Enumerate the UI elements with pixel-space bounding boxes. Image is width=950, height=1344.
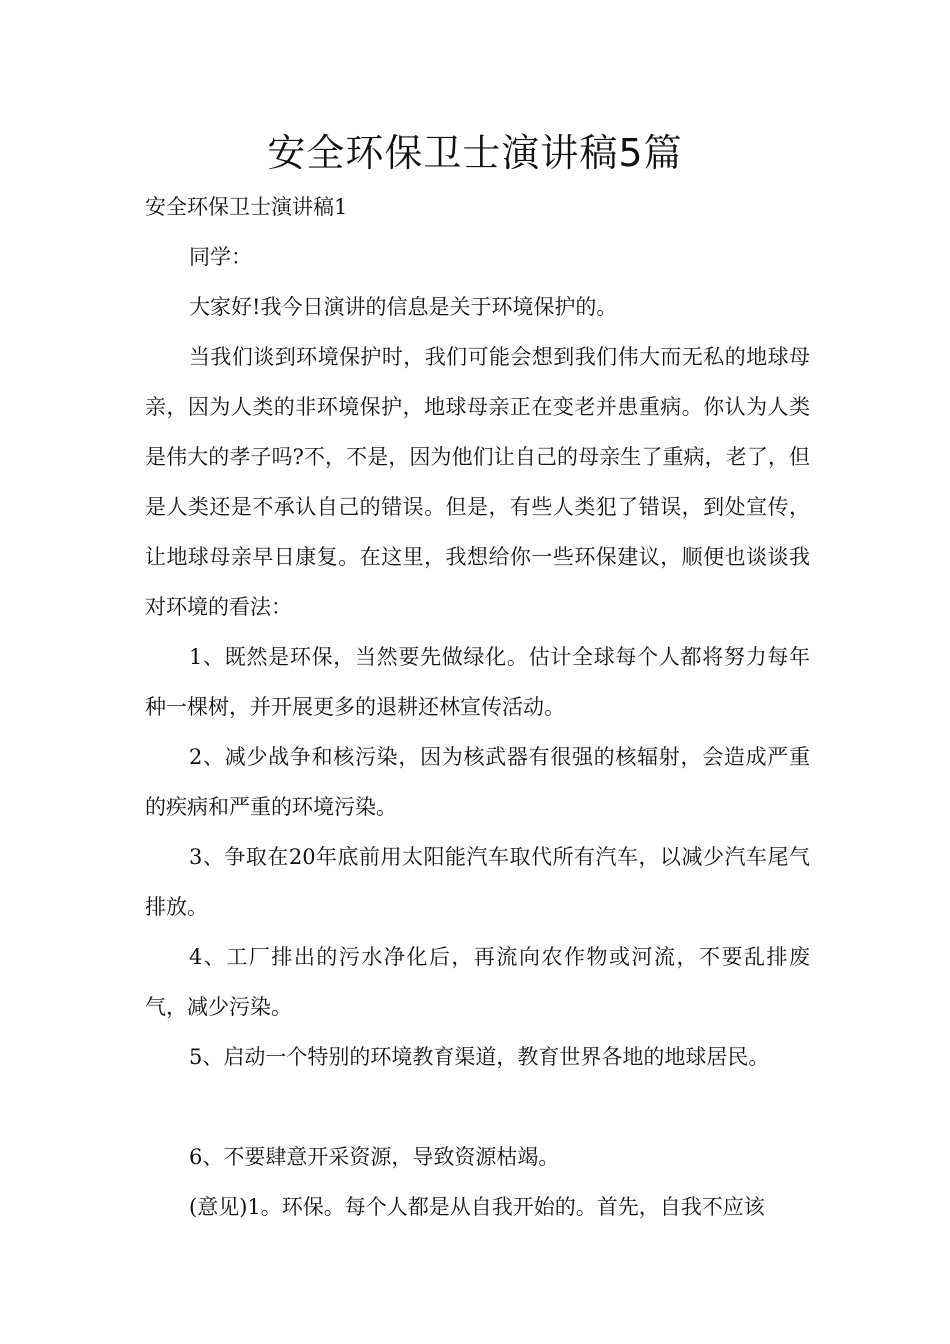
paragraph: 6、不要肆意开采资源，导致资源枯竭。 xyxy=(189,1145,560,1169)
paragraph: 同学： xyxy=(189,245,252,269)
paragraph: 2、减少战争和核污染，因为核武器有很强的核辐射，会造成严重的疾病和严重的环境污染。 xyxy=(145,745,810,819)
paragraph: 大家好!我今日演讲的信息是关于环境保护的。 xyxy=(189,295,618,319)
paragraph: 5、启动一个特别的环境教育渠道，教育世界各地的地球居民。 xyxy=(189,1045,770,1069)
section-title: 安全环保卫士演讲稿1 xyxy=(145,195,348,219)
blank-line xyxy=(145,1082,810,1132)
paragraph: 3、争取在20年底前用太阳能汽车取代所有汽车，以减少汽车尾气排放。 xyxy=(145,845,810,919)
document-title: 安全环保卫士演讲稿5篇 xyxy=(267,131,683,175)
paragraph: (意见)1。环保。每个人都是从自我开始的。首先，自我不应该 xyxy=(189,1195,765,1219)
paragraph: 4、工厂排出的污水净化后，再流向农作物或河流，不要乱排废气，减少污染。 xyxy=(145,945,810,1019)
document-body xyxy=(145,182,810,1232)
paragraph: 1、既然是环保，当然要先做绿化。估计全球每个人都将努力每年种一棵树，并开展更多的退耕还林宣传活动。 xyxy=(145,645,810,719)
paragraph: 当我们谈到环境保护时，我们可能会想到我们伟大而无私的地球母亲，因为人类的非环境保护，地球母亲正在变老并患重病。你认为人类是伟大的孝子吗?不，不是，因为他们让自己的母亲生了重病，老了，但是人类还是不承认自己的错误。但是，有些人类犯了错误，到处宣传，让地球母亲早日康复。在这里，我想给你一些环保建议，顺便也谈谈我对环境的看法： xyxy=(145,345,810,619)
